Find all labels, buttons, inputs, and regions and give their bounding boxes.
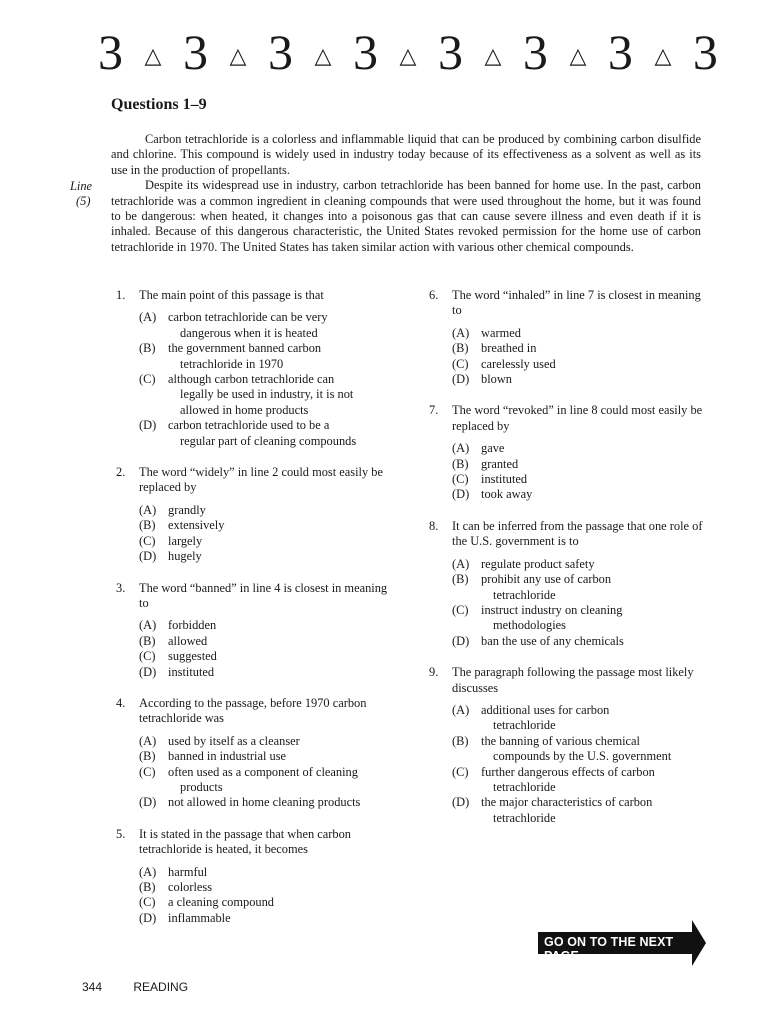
question-text: The word “banned” in line 4 is closest in meaning to bbox=[139, 580, 388, 610]
option-text bbox=[168, 734, 396, 749]
option-text bbox=[168, 880, 396, 895]
option-letter: (C) bbox=[139, 764, 156, 779]
option-text-line: colorless bbox=[168, 880, 213, 894]
option-text bbox=[481, 472, 709, 487]
option-text-line: carelessly used bbox=[481, 356, 556, 371]
option-text-line: took away bbox=[481, 487, 533, 502]
answer-options bbox=[429, 441, 709, 503]
option-text-line: carbon tetrachloride used to be a bbox=[168, 418, 330, 433]
question-number: 9. bbox=[429, 665, 439, 680]
option-letter: (D) bbox=[452, 633, 470, 648]
question-8 bbox=[429, 519, 709, 649]
option-text bbox=[481, 441, 709, 456]
answer-option[interactable] bbox=[452, 557, 709, 572]
option-letter: (C) bbox=[139, 649, 156, 664]
answer-options bbox=[116, 734, 396, 811]
option-text-line: methodologies bbox=[493, 618, 566, 633]
section-number: 3 bbox=[352, 24, 378, 80]
question-text: It is stated in the passage that when carbon tetrachloride is heated, it becomes bbox=[139, 826, 351, 857]
answer-option[interactable] bbox=[139, 418, 396, 449]
option-text bbox=[168, 634, 396, 649]
option-text bbox=[168, 765, 396, 796]
question-3 bbox=[116, 581, 396, 680]
option-text-line: extensively bbox=[168, 518, 225, 533]
answer-option[interactable] bbox=[139, 734, 396, 749]
option-text-line: the government banned carbon bbox=[168, 341, 322, 356]
section-number: 3 bbox=[692, 24, 718, 80]
passage-paragraph: Despite its widespread use in industry, carbon tetrachloride has been banned for home use. In the past, carbon tetrachloride was a common ingredient in cleaning compounds that were used throughout the home, but it was found to be dangerous: when heated, it changes into a poisonous gas that can cause severe illness and even death if it is inhaled. Because of this dangerous characteristic, the United States revoked permission for the home use of carbon tetrachloride in 1970. The United States has taken similar action with various other chemical compounds. bbox=[111, 178, 701, 254]
option-text bbox=[481, 795, 709, 826]
option-text bbox=[481, 703, 709, 734]
answer-option[interactable] bbox=[139, 865, 396, 880]
option-letter: (A) bbox=[139, 618, 157, 633]
option-letter: (D) bbox=[452, 487, 470, 502]
answer-option[interactable] bbox=[139, 372, 396, 418]
option-text-line: breathed in bbox=[481, 341, 537, 356]
option-letter: (D) bbox=[139, 664, 157, 679]
option-text bbox=[481, 765, 709, 796]
answer-option[interactable] bbox=[139, 549, 396, 564]
option-text-line: further dangerous effects of carbon bbox=[481, 764, 655, 779]
option-text-line: blown bbox=[481, 372, 512, 387]
option-text-line: inflammable bbox=[168, 910, 231, 925]
option-text-line: instruct industry on cleaning bbox=[481, 602, 623, 617]
option-text-line: prohibit any use of carbon bbox=[481, 572, 612, 587]
option-text bbox=[168, 795, 396, 810]
section-number: 3 bbox=[98, 24, 123, 80]
option-letter: (B) bbox=[139, 633, 156, 648]
option-letter: (C) bbox=[452, 356, 469, 371]
option-text-line: tetrachloride in 1970 bbox=[180, 356, 284, 371]
question-text: The word “revoked” in line 8 could most easily be replaced by bbox=[452, 403, 703, 433]
answer-option[interactable] bbox=[139, 749, 396, 764]
option-text bbox=[168, 418, 396, 449]
question-number: 3. bbox=[116, 580, 126, 595]
option-text-line: tetrachloride bbox=[493, 587, 556, 602]
option-text-line: the major characteristics of carbon bbox=[481, 795, 653, 810]
question-stem bbox=[116, 465, 396, 496]
answer-options bbox=[429, 557, 709, 649]
questions-column-right bbox=[429, 288, 709, 842]
option-letter: (D) bbox=[452, 372, 470, 387]
go-on-label: GO ON TO THE NEXT PAGE bbox=[544, 935, 674, 963]
triangle-icon: △ bbox=[399, 43, 417, 68]
answer-option[interactable] bbox=[452, 703, 709, 734]
option-text bbox=[168, 341, 396, 372]
option-text-line: tetrachloride bbox=[493, 810, 556, 825]
answer-option[interactable] bbox=[452, 457, 709, 472]
answer-option[interactable] bbox=[452, 795, 709, 826]
option-text bbox=[481, 487, 709, 502]
question-number: 6. bbox=[429, 288, 439, 302]
answer-option[interactable] bbox=[139, 310, 396, 341]
answer-option[interactable] bbox=[452, 487, 709, 502]
option-text-line: instituted bbox=[168, 664, 215, 679]
line-number-marker: (5) bbox=[76, 194, 91, 208]
option-letter: (B) bbox=[452, 733, 469, 748]
answer-option[interactable] bbox=[139, 518, 396, 533]
option-text-line: suggested bbox=[168, 649, 217, 664]
answer-option[interactable] bbox=[139, 911, 396, 926]
option-text-line: warmed bbox=[481, 325, 521, 340]
option-text-line: tetrachloride bbox=[493, 779, 556, 794]
question-number: 4. bbox=[116, 695, 126, 710]
option-text bbox=[481, 572, 709, 603]
option-text bbox=[168, 549, 396, 564]
page-footer bbox=[82, 980, 216, 994]
answer-option[interactable] bbox=[452, 341, 709, 356]
answer-option[interactable] bbox=[452, 441, 709, 456]
section-number: 3 bbox=[607, 24, 633, 80]
option-text-line: hugely bbox=[168, 549, 202, 564]
option-text-line: ban the use of any chemicals bbox=[481, 633, 624, 648]
option-letter: (A) bbox=[139, 864, 157, 879]
option-text bbox=[481, 357, 709, 372]
answer-option[interactable] bbox=[452, 765, 709, 796]
answer-option[interactable] bbox=[139, 634, 396, 649]
option-text bbox=[168, 895, 396, 910]
question-stem bbox=[429, 288, 709, 319]
option-text-line: instituted bbox=[481, 472, 528, 487]
option-text-line: allowed bbox=[168, 633, 208, 648]
question-4 bbox=[116, 696, 396, 811]
option-letter: (D) bbox=[139, 910, 157, 925]
option-letter: (A) bbox=[452, 441, 470, 456]
option-text-line: products bbox=[180, 779, 223, 794]
questions-heading: Questions 1–9 bbox=[111, 96, 207, 113]
question-stem bbox=[429, 403, 709, 434]
option-letter: (A) bbox=[139, 310, 157, 325]
option-letter: (B) bbox=[452, 341, 469, 356]
option-letter: (A) bbox=[139, 733, 157, 748]
option-letter: (C) bbox=[139, 895, 156, 910]
answer-option[interactable] bbox=[452, 372, 709, 387]
option-text bbox=[168, 503, 396, 518]
question-number: 1. bbox=[116, 288, 126, 302]
option-text-line: gave bbox=[481, 441, 505, 456]
answer-option[interactable] bbox=[139, 880, 396, 895]
option-letter: (D) bbox=[139, 795, 157, 810]
go-on-next-page-banner bbox=[538, 920, 706, 966]
answer-options bbox=[116, 618, 396, 680]
question-text: The word “widely” in line 2 could most easily be replaced by bbox=[139, 465, 383, 495]
option-text bbox=[481, 557, 709, 572]
option-text-line: granted bbox=[481, 456, 519, 471]
answer-option[interactable] bbox=[139, 795, 396, 810]
option-text-line: a cleaning compound bbox=[168, 895, 274, 910]
section-name: READING bbox=[133, 980, 189, 994]
option-letter: (B) bbox=[452, 572, 469, 587]
option-text bbox=[168, 911, 396, 926]
option-letter: (A) bbox=[452, 556, 470, 571]
page-number: 344 bbox=[82, 980, 103, 994]
answer-option[interactable] bbox=[452, 572, 709, 603]
option-letter: (B) bbox=[139, 341, 156, 356]
answer-option[interactable] bbox=[452, 603, 709, 634]
answer-option[interactable] bbox=[139, 534, 396, 549]
option-letter: (D) bbox=[452, 795, 470, 810]
option-text bbox=[168, 649, 396, 664]
answer-option[interactable] bbox=[139, 503, 396, 518]
option-text bbox=[168, 534, 396, 549]
question-stem bbox=[116, 696, 396, 727]
option-text-line: forbidden bbox=[168, 618, 217, 633]
option-text bbox=[481, 634, 709, 649]
question-number: 2. bbox=[116, 465, 126, 480]
option-text-line: often used as a component of cleaning bbox=[168, 764, 358, 779]
passage-paragraph: Carbon tetrachloride is a colorless and inflammable liquid that can be produced by combining carbon disulfide and chlorine. This compound is widely used in industry today because of its effectiveness as a solvent as well as its use in the production of propellants. bbox=[111, 132, 701, 177]
section-header bbox=[98, 24, 718, 80]
option-letter: (C) bbox=[452, 764, 469, 779]
option-text bbox=[481, 341, 709, 356]
answer-options bbox=[429, 326, 709, 388]
option-text-line: allowed in home products bbox=[180, 402, 309, 417]
option-text-line: regular part of cleaning compounds bbox=[180, 433, 357, 448]
option-text-line: carbon tetrachloride can be very bbox=[168, 310, 328, 325]
answer-option[interactable] bbox=[139, 618, 396, 633]
option-text bbox=[168, 665, 396, 680]
question-6 bbox=[429, 288, 709, 387]
triangle-icon: △ bbox=[654, 43, 672, 68]
option-text bbox=[481, 457, 709, 472]
line-label: Line bbox=[70, 179, 93, 193]
option-text-line: regulate product safety bbox=[481, 556, 595, 571]
option-text bbox=[168, 618, 396, 633]
question-stem bbox=[116, 581, 396, 612]
questions-column-left bbox=[116, 288, 396, 942]
answer-option[interactable] bbox=[452, 357, 709, 372]
question-text: It can be inferred from the passage that one role of the U.S. government is to bbox=[452, 518, 703, 549]
question-7 bbox=[429, 403, 709, 502]
option-letter: (D) bbox=[139, 549, 157, 564]
option-text-line: grandly bbox=[168, 502, 206, 517]
question-text: According to the passage, before 1970 carbon tetrachloride was bbox=[139, 695, 367, 726]
question-number: 5. bbox=[116, 826, 126, 841]
option-text bbox=[481, 734, 709, 765]
section-number: 3 bbox=[522, 24, 548, 80]
answer-options bbox=[116, 503, 396, 565]
option-letter: (B) bbox=[452, 456, 469, 471]
option-text bbox=[481, 603, 709, 634]
answer-option[interactable] bbox=[139, 765, 396, 796]
option-letter: (D) bbox=[139, 418, 157, 433]
answer-option[interactable] bbox=[452, 472, 709, 487]
question-5 bbox=[116, 827, 396, 926]
answer-option[interactable] bbox=[452, 734, 709, 765]
section-number: 3 bbox=[182, 24, 208, 80]
triangle-icon: △ bbox=[229, 43, 247, 68]
question-2 bbox=[116, 465, 396, 564]
option-text-line: although carbon tetrachloride can bbox=[168, 372, 335, 387]
option-letter: (C) bbox=[452, 472, 469, 487]
option-letter: (C) bbox=[452, 602, 469, 617]
answer-options bbox=[116, 865, 396, 927]
question-text: The word “inhaled” in line 7 is closest in meaning to bbox=[452, 288, 701, 318]
answer-option[interactable] bbox=[139, 649, 396, 664]
answer-option[interactable] bbox=[452, 326, 709, 341]
option-text-line: not allowed in home cleaning products bbox=[168, 795, 361, 810]
option-text-line: used by itself as a cleanser bbox=[168, 733, 300, 748]
answer-option[interactable] bbox=[139, 341, 396, 372]
option-letter: (B) bbox=[139, 518, 156, 533]
option-letter: (A) bbox=[139, 502, 157, 517]
triangle-icon: △ bbox=[569, 43, 587, 68]
option-text-line: additional uses for carbon bbox=[481, 702, 610, 717]
question-stem bbox=[116, 288, 396, 303]
option-text-line: the banning of various chemical bbox=[481, 733, 640, 748]
triangle-icon: △ bbox=[144, 43, 162, 68]
option-letter: (B) bbox=[139, 880, 156, 894]
question-text: The main point of this passage is that bbox=[139, 288, 324, 302]
option-text-line: legally be used in industry, it is not bbox=[180, 387, 354, 402]
triangle-icon: △ bbox=[484, 43, 502, 68]
question-text: The paragraph following the passage most likely discusses bbox=[452, 665, 694, 695]
option-letter: (B) bbox=[139, 749, 156, 764]
option-letter: (A) bbox=[452, 702, 470, 717]
option-letter: (A) bbox=[452, 325, 470, 340]
answer-option[interactable] bbox=[139, 665, 396, 680]
option-text bbox=[168, 749, 396, 764]
section-number: 3 bbox=[437, 24, 463, 80]
option-text bbox=[168, 310, 396, 341]
option-text-line: harmful bbox=[168, 864, 208, 879]
answer-options bbox=[429, 703, 709, 826]
option-letter: (C) bbox=[139, 533, 156, 548]
option-text-line: largely bbox=[168, 533, 203, 548]
option-text bbox=[168, 372, 396, 418]
answer-option[interactable] bbox=[452, 634, 709, 649]
answer-option[interactable] bbox=[139, 895, 396, 910]
option-letter: (C) bbox=[139, 372, 156, 387]
option-text-line: tetrachloride bbox=[493, 718, 556, 733]
option-text-line: compounds by the U.S. government bbox=[493, 749, 672, 764]
option-text-line: dangerous when it is heated bbox=[180, 325, 318, 340]
question-9 bbox=[429, 665, 709, 826]
triangle-icon: △ bbox=[314, 43, 332, 68]
answer-options bbox=[116, 310, 396, 449]
question-1 bbox=[116, 288, 396, 449]
question-number: 8. bbox=[429, 518, 439, 533]
question-stem bbox=[429, 665, 709, 696]
reading-passage bbox=[111, 132, 701, 255]
question-number: 7. bbox=[429, 403, 439, 418]
section-number: 3 bbox=[267, 24, 293, 80]
option-text bbox=[481, 326, 709, 341]
option-text bbox=[481, 372, 709, 387]
question-stem bbox=[429, 519, 709, 550]
question-stem bbox=[116, 827, 396, 858]
option-text bbox=[168, 865, 396, 880]
option-text bbox=[168, 518, 396, 533]
option-text-line: banned in industrial use bbox=[168, 749, 287, 764]
